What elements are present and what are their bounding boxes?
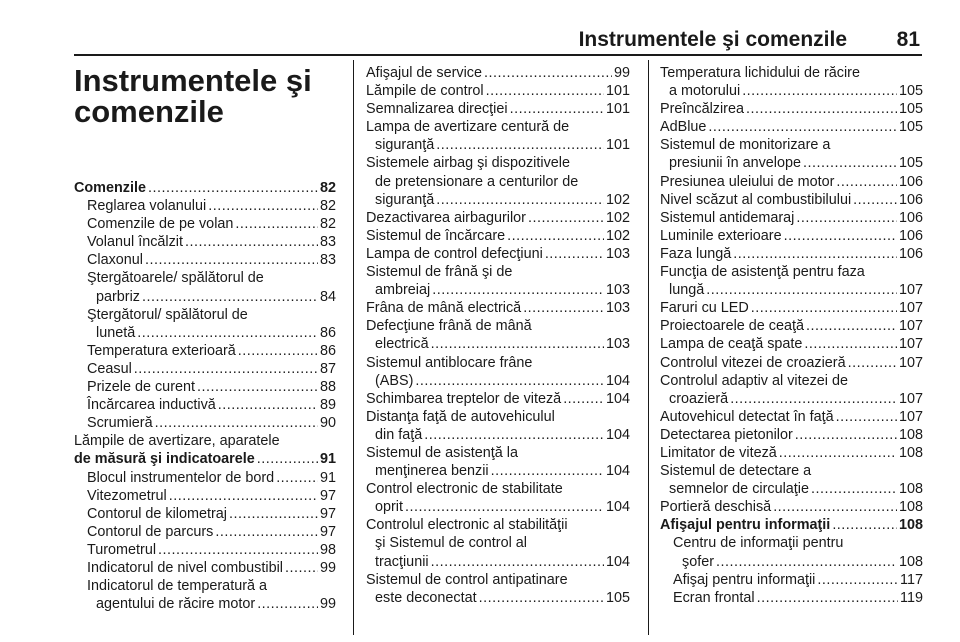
toc-entry[interactable]: Limitator de viteză ..... 108 [660, 444, 923, 462]
toc-entry[interactable]: Prizele de curent ..... 88 [74, 378, 336, 396]
header-rule [74, 54, 922, 56]
toc-entry[interactable]: AdBlue ..... 105 [660, 118, 923, 136]
toc-section-comenzile[interactable]: Comenzile ..... 82 [74, 179, 336, 197]
toc-entry[interactable]: Sistemul de detectare a semnelor de circulaţie ..... 108 [660, 462, 923, 498]
toc-entry[interactable]: Turometrul ..... 98 [74, 541, 336, 559]
toc-entry[interactable]: Claxonul ..... 83 [74, 251, 336, 269]
toc-entry[interactable]: Centru de informaţii pentru şofer ..... 108 [673, 534, 923, 570]
toc-entry[interactable]: Afişaj pentru informaţii ..... 117 [673, 571, 923, 589]
toc-entry[interactable]: Defecţiune frână de mână electrică ..... 103 [366, 317, 630, 353]
toc-entry[interactable]: Ştergătoarele/ spălătorul de parbriz ..... 84 [74, 269, 336, 305]
toc-entry[interactable]: Controlul electronic al stabilităţii şi Sistemul de control al tracţiunii ..... 104 [366, 516, 630, 570]
column-divider-2 [648, 60, 649, 635]
toc-entry[interactable]: Scrumieră ..... 90 [74, 414, 336, 432]
toc-entry[interactable]: Detectarea pietonilor ..... 108 [660, 426, 923, 444]
toc-entry[interactable]: Ceasul ..... 87 [74, 360, 336, 378]
toc-entry[interactable]: Sistemele airbag şi dispozitivele de pretensionare a centurilor de siguranţă ..... 102 [366, 154, 630, 208]
toc-entry[interactable]: Faruri cu LED ..... 107 [660, 299, 923, 317]
toc-entry[interactable]: Sistemul de control antipatinare este deconectat ..... 105 [366, 571, 630, 607]
toc-entry[interactable]: Lampa de control defecţiuni ..... 103 [366, 245, 630, 263]
toc-entry[interactable]: Controlul vitezei de croazieră ..... 107 [660, 354, 923, 372]
toc-entry[interactable]: Comenzile de pe volan ..... 82 [74, 215, 336, 233]
running-title: Instrumentele şi comenzile [578, 28, 847, 51]
toc-section-lampile[interactable]: Lămpile de avertizare, aparatele de măsură şi indicatoarele ..... 91 [74, 432, 336, 468]
toc-entry[interactable]: Schimbarea treptelor de viteză ..... 104 [366, 390, 630, 408]
toc-entry[interactable]: Presiunea uleiului de motor ..... 106 [660, 173, 923, 191]
toc-entry[interactable]: Sistemul antidemaraj ..... 106 [660, 209, 923, 227]
toc-column-1 [74, 62, 336, 613]
toc-entry[interactable]: Funcţia de asistenţă pentru faza lungă ..... 107 [660, 263, 923, 299]
toc-entry[interactable]: Reglarea volanului ..... 82 [74, 197, 336, 215]
toc-entry[interactable]: Distanţa faţă de autovehiculul din faţă ..... 104 [366, 408, 630, 444]
toc-entry[interactable]: Ştergătorul/ spălătorul de lunetă ..... 86 [74, 306, 336, 342]
chapter-title: Instrumentele şi comenzile [74, 63, 312, 129]
toc-entry[interactable]: Indicatorul de nivel combustibil ..... 99 [74, 559, 336, 577]
toc-entry[interactable]: Contorul de kilometraj ..... 97 [74, 505, 336, 523]
toc-entry[interactable]: Lampa de ceaţă spate ..... 107 [660, 335, 923, 353]
toc-entry[interactable]: Contorul de parcurs ..... 97 [74, 523, 336, 541]
toc-entry[interactable]: Luminile exterioare ..... 106 [660, 227, 923, 245]
toc-entry[interactable]: Sistemul antiblocare frâne (ABS) ..... 104 [366, 354, 630, 390]
toc-entry[interactable]: Faza lungă ..... 106 [660, 245, 923, 263]
toc-entry[interactable]: Sistemul de monitorizare a presiunii în anvelope ..... 105 [660, 136, 923, 172]
toc-entry[interactable]: Sistemul de încărcare ..... 102 [366, 227, 630, 245]
toc-entry[interactable]: Sistemul de asistenţă la menţinerea benzii ..... 104 [366, 444, 630, 480]
column-divider-1 [353, 60, 354, 635]
toc-entry[interactable]: Blocul instrumentelor de bord ..... 91 [74, 469, 336, 487]
toc-entry[interactable]: Semnalizarea direcţiei ..... 101 [366, 100, 630, 118]
toc-entry[interactable]: Lămpile de control ..... 101 [366, 82, 630, 100]
page-number: 81 [896, 28, 920, 51]
toc-entry[interactable]: Dezactivarea airbagurilor ..... 102 [366, 209, 630, 227]
toc-entry[interactable]: Controlul adaptiv al vitezei de croazieră ..... 107 [660, 372, 923, 408]
toc-entry[interactable]: Încărcarea inductivă ..... 89 [74, 396, 336, 414]
toc-entry[interactable]: Volanul încălzit ..... 83 [74, 233, 336, 251]
toc-entry[interactable]: Temperatura lichidului de răcire a motorului ..... 105 [660, 64, 923, 100]
toc-entry[interactable]: Preîncălzirea ..... 105 [660, 100, 923, 118]
toc-entry[interactable]: Proiectoarele de ceaţă ..... 107 [660, 317, 923, 335]
toc-entry[interactable]: Ecran frontal ..... 119 [673, 589, 923, 607]
toc-column-2 [366, 64, 630, 607]
toc-entry[interactable]: Sistemul de frână şi de ambreiaj ..... 103 [366, 263, 630, 299]
toc-entry[interactable]: Vitezometrul ..... 97 [74, 487, 336, 505]
toc-entry[interactable]: Indicatorul de temperatură a agentului de răcire motor ..... 99 [74, 577, 336, 613]
toc-entry[interactable]: Autovehicul detectat în faţă ..... 107 [660, 408, 923, 426]
toc-entry[interactable]: Afişajul de service ..... 99 [366, 64, 630, 82]
toc-entry[interactable]: Frâna de mână electrică ..... 103 [366, 299, 630, 317]
toc-entry[interactable]: Lampa de avertizare centură de siguranţă ..... 101 [366, 118, 630, 154]
toc-column-3 [660, 64, 923, 607]
page-header [74, 22, 922, 56]
toc-entry[interactable]: Portieră deschisă ..... 108 [660, 498, 923, 516]
toc-section-afisajul[interactable]: Afişajul pentru informaţii ..... 108 [660, 516, 923, 534]
toc-entry[interactable]: Control electronic de stabilitate oprit ..... 104 [366, 480, 630, 516]
toc-entry[interactable]: Temperatura exterioară ..... 86 [74, 342, 336, 360]
toc-entry[interactable]: Nivel scăzut al combustibilului ..... 106 [660, 191, 923, 209]
